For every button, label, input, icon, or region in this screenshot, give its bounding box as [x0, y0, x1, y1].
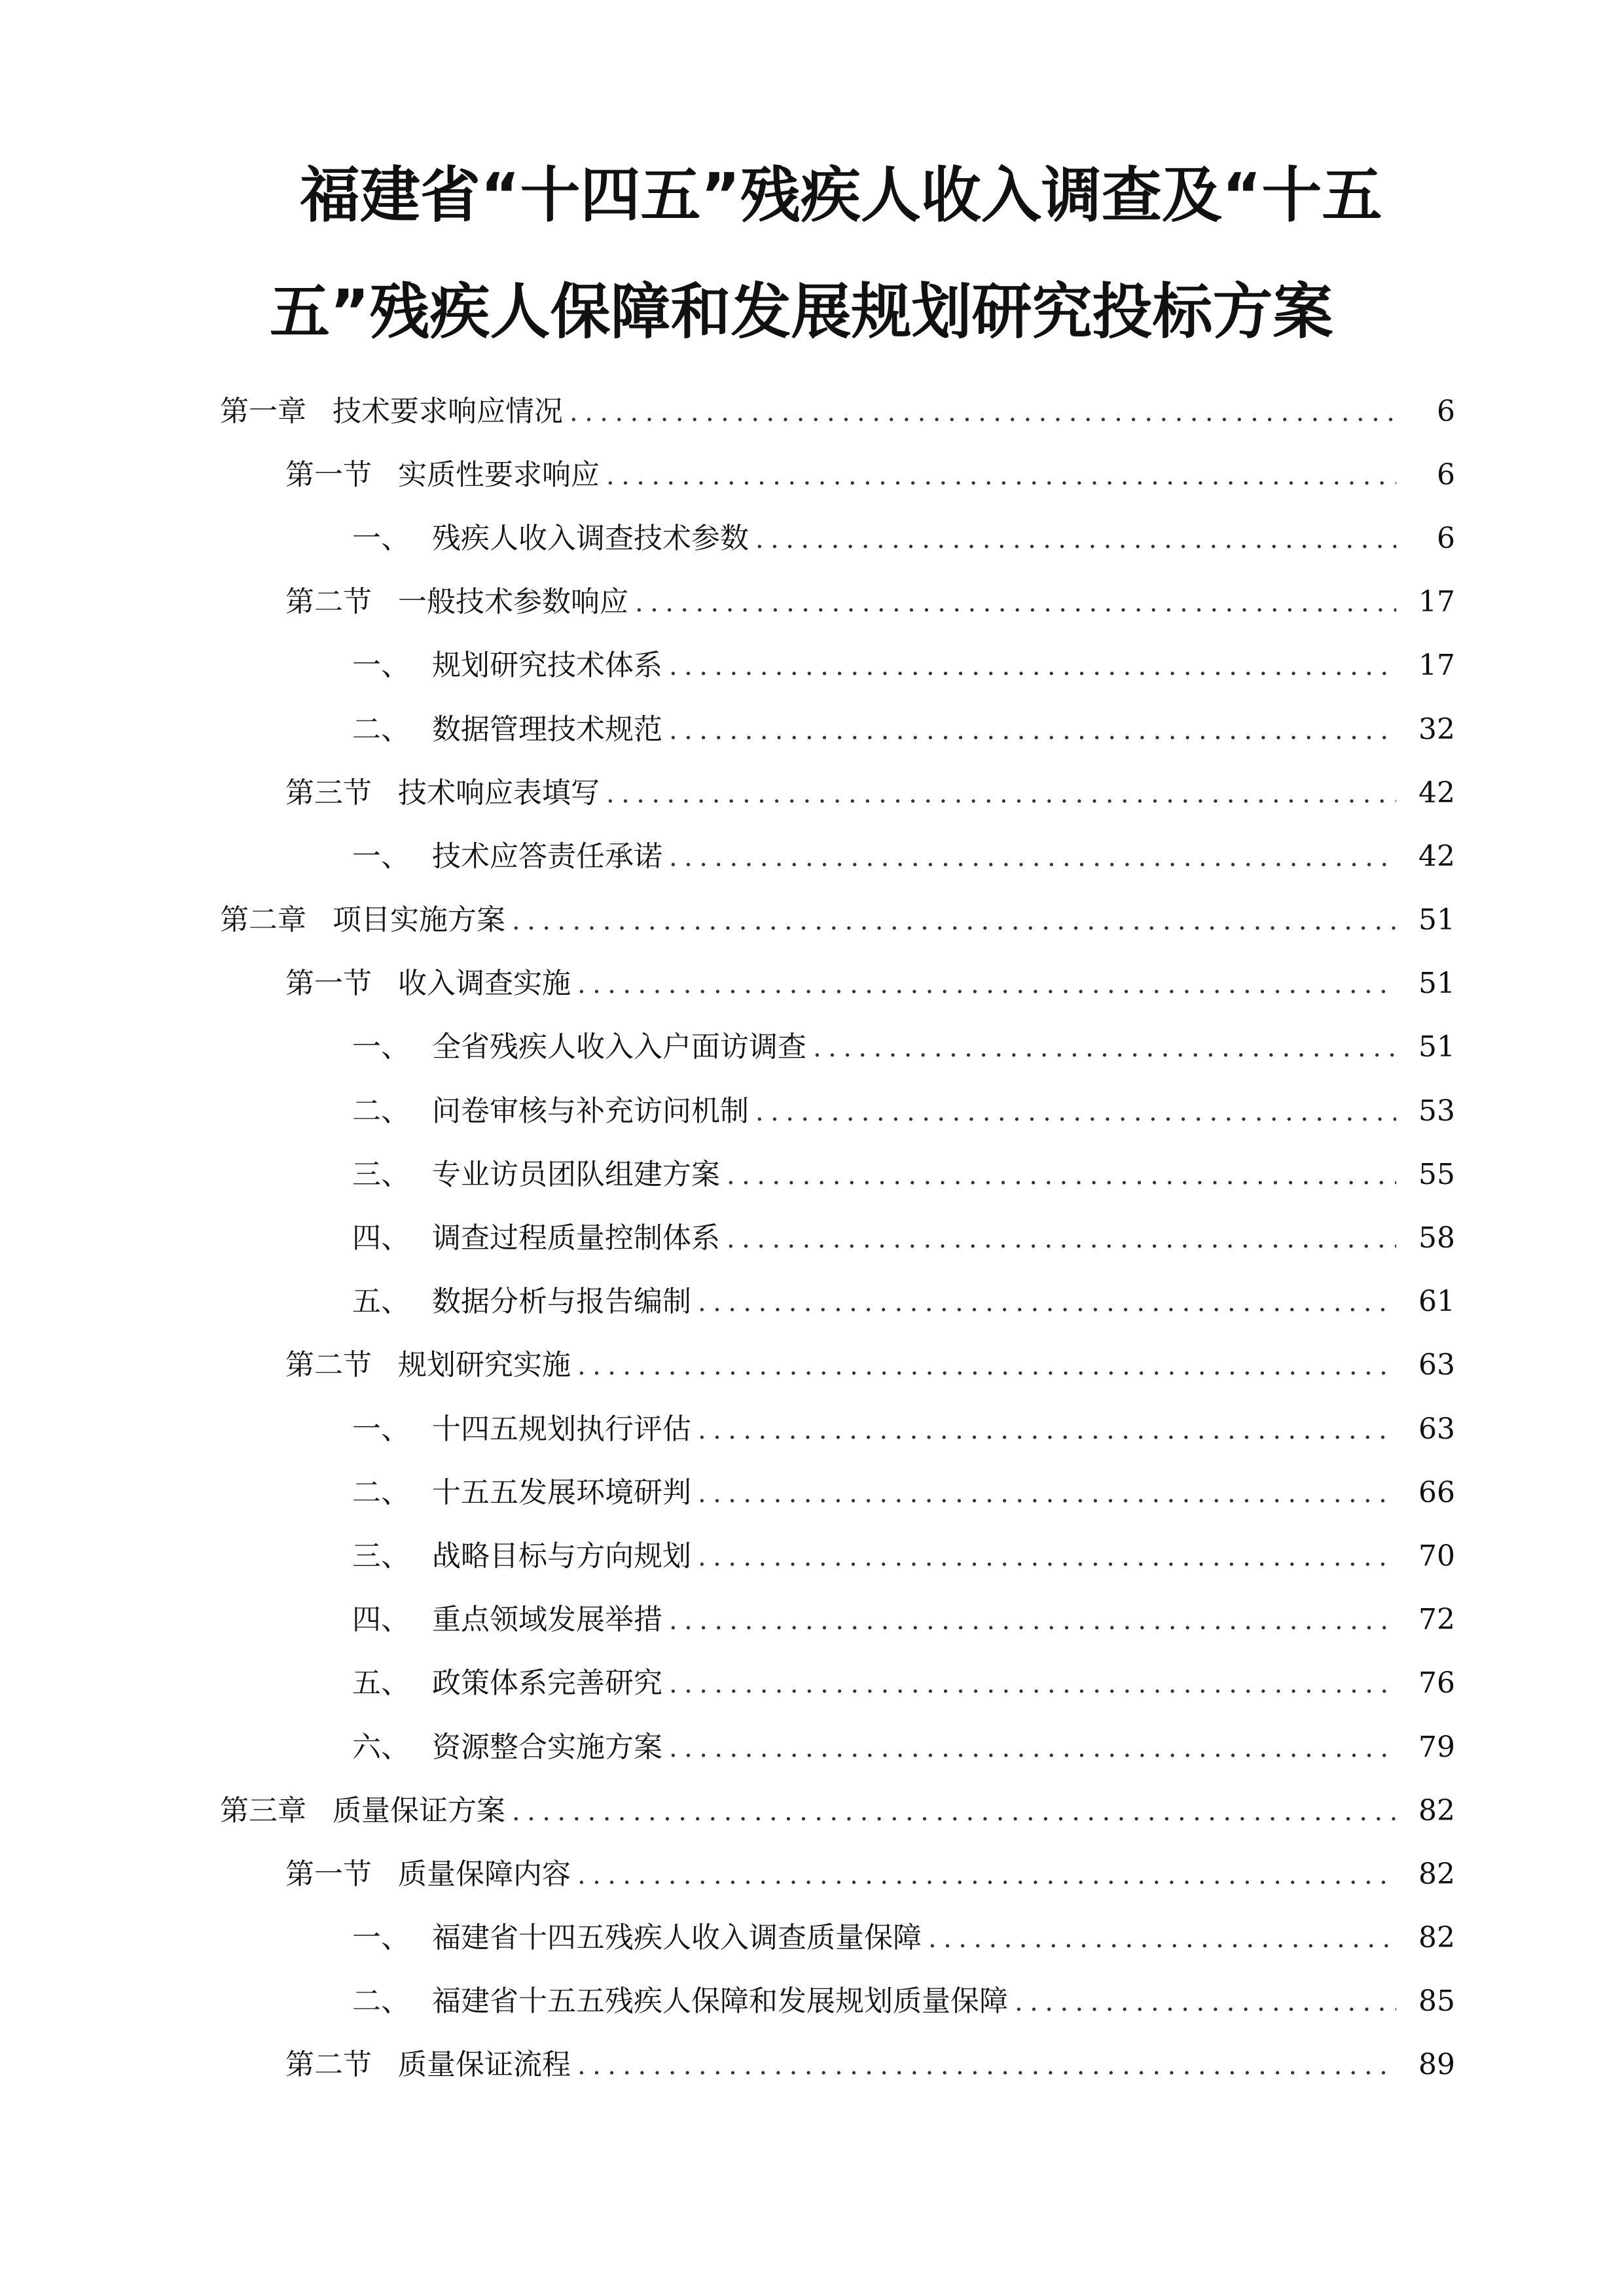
toc-entry-page-number: 6 — [1437, 521, 1455, 555]
toc-entry[interactable] — [0, 380, 1624, 443]
toc-entry-page-number: 61 — [1418, 1285, 1455, 1319]
toc-entry-number: 三、 — [352, 1157, 410, 1191]
toc-entry-label: 项目实施方案 — [333, 903, 505, 937]
toc-entry-number: 第二节 — [285, 2048, 372, 2082]
toc-entry-label: 问卷审核与补充访问机制 — [432, 1094, 749, 1128]
toc-dot-leader — [727, 1219, 1396, 1258]
toc-entry-page-number: 70 — [1418, 1539, 1455, 1573]
document-title-line-2: 五”残疾人保障和发展规划研究投标方案 — [270, 277, 1333, 347]
toc-entry-label: 质量保证方案 — [333, 1793, 505, 1827]
toc-entry-page-number: 51 — [1418, 1030, 1455, 1064]
toc-entry-number: 第一节 — [285, 457, 372, 492]
toc-entry-label: 政策体系完善研究 — [432, 1666, 662, 1700]
toc-entry-page-number: 82 — [1418, 1921, 1455, 1955]
toc-entry-label: 资源整合实施方案 — [432, 1730, 662, 1764]
toc-entry-label: 数据分析与报告编制 — [432, 1285, 691, 1319]
toc-entry[interactable] — [0, 1715, 1624, 1779]
toc-entry-label: 调查过程质量控制体系 — [432, 1221, 720, 1255]
toc-entry-page-number: 6 — [1437, 394, 1455, 428]
toc-entry[interactable] — [0, 634, 1624, 698]
toc-entry-page-number: 51 — [1418, 903, 1455, 937]
toc-entry[interactable] — [0, 1907, 1624, 1970]
toc-entry-number: 一、 — [352, 1030, 410, 1064]
toc-entry-label: 十五五发展环境研判 — [432, 1475, 691, 1509]
toc-entry-page-number: 42 — [1418, 839, 1455, 873]
toc-entry[interactable] — [0, 2034, 1624, 2097]
toc-entry-label: 残疾人收入调查技术参数 — [432, 521, 749, 555]
toc-entry-page-number: 76 — [1418, 1666, 1455, 1700]
toc-entry[interactable] — [0, 825, 1624, 888]
toc-entry-page-number: 89 — [1418, 2048, 1455, 2082]
toc-entry-number: 五、 — [352, 1666, 410, 1700]
toc-entry-label: 质量保障内容 — [398, 1857, 571, 1891]
toc-dot-leader — [698, 1410, 1396, 1449]
toc-entry-label: 技术响应表填写 — [398, 776, 600, 810]
toc-entry-label: 规划研究实施 — [398, 1348, 571, 1382]
toc-entry-page-number: 66 — [1418, 1475, 1455, 1509]
toc-entry[interactable] — [0, 1779, 1624, 1842]
toc-dot-leader — [577, 1346, 1396, 1385]
toc-entry[interactable] — [0, 571, 1624, 634]
toc-entry-label: 技术应答责任承诺 — [432, 839, 662, 873]
toc-dot-leader — [755, 519, 1396, 558]
toc-dot-leader — [577, 2045, 1396, 2085]
toc-entry[interactable] — [0, 1842, 1624, 1906]
toc-entry[interactable] — [0, 761, 1624, 825]
toc-entry-number: 二、 — [352, 712, 410, 746]
toc-entry-page-number: 72 — [1418, 1603, 1455, 1637]
toc-entry-page-number: 6 — [1437, 457, 1455, 492]
toc-entry[interactable] — [0, 1334, 1624, 1397]
toc-entry-page-number: 42 — [1418, 776, 1455, 810]
toc-entry-page-number: 17 — [1418, 585, 1455, 619]
toc-dot-leader — [755, 1092, 1396, 1131]
toc-entry-number: 四、 — [352, 1221, 410, 1255]
toc-dot-leader — [577, 964, 1396, 1003]
toc-entry-label: 收入调查实施 — [398, 967, 571, 1001]
toc-entry-number: 二、 — [352, 1984, 410, 2018]
toc-entry[interactable] — [0, 1524, 1624, 1588]
toc-entry-label: 技术要求响应情况 — [333, 394, 563, 428]
toc-entry-label: 福建省十五五残疾人保障和发展规划质量保障 — [432, 1984, 1008, 2018]
toc-dot-leader — [635, 583, 1396, 622]
toc-entry-number: 一、 — [352, 1921, 410, 1955]
toc-dot-leader — [669, 646, 1396, 685]
toc-entry[interactable] — [0, 1397, 1624, 1461]
toc-entry[interactable] — [0, 1206, 1624, 1270]
toc-entry[interactable] — [0, 1079, 1624, 1143]
toc-entry[interactable] — [0, 1143, 1624, 1206]
toc-entry-label: 十四五规划执行评估 — [432, 1412, 691, 1446]
toc-entry-page-number: 63 — [1418, 1348, 1455, 1382]
table-of-contents — [0, 380, 1624, 2097]
toc-entry-label: 质量保证流程 — [398, 2048, 571, 2082]
toc-entry-label: 战略目标与方向规划 — [432, 1539, 691, 1573]
toc-entry-number: 一、 — [352, 649, 410, 683]
toc-dot-leader — [669, 837, 1396, 876]
toc-dot-leader — [813, 1028, 1396, 1067]
toc-entry-number: 三、 — [352, 1539, 410, 1573]
document-title-line-1: 福建省“十四五”残疾人收入调查及“十五 — [300, 160, 1382, 230]
toc-entry-number: 第一节 — [285, 1857, 372, 1891]
toc-dot-leader — [669, 1664, 1396, 1703]
toc-dot-leader — [698, 1282, 1396, 1321]
toc-entry[interactable] — [0, 1016, 1624, 1079]
toc-entry[interactable] — [0, 698, 1624, 761]
toc-entry-number: 第一章 — [220, 394, 306, 428]
toc-entry-number: 一、 — [352, 839, 410, 873]
toc-entry-page-number: 58 — [1418, 1221, 1455, 1255]
toc-dot-leader — [727, 1155, 1396, 1194]
toc-entry-label: 福建省十四五残疾人收入调查质量保障 — [432, 1921, 922, 1955]
toc-dot-leader — [698, 1473, 1396, 1513]
toc-entry[interactable] — [0, 1270, 1624, 1334]
toc-entry[interactable] — [0, 1461, 1624, 1524]
toc-entry[interactable] — [0, 1588, 1624, 1652]
toc-entry-number: 第二节 — [285, 1348, 372, 1382]
toc-entry-page-number: 82 — [1418, 1793, 1455, 1827]
toc-entry-page-number: 32 — [1418, 712, 1455, 746]
toc-entry[interactable] — [0, 889, 1624, 952]
toc-dot-leader — [1015, 1982, 1396, 2021]
toc-entry-label: 规划研究技术体系 — [432, 649, 662, 683]
toc-entry-number: 五、 — [352, 1285, 410, 1319]
toc-dot-leader — [669, 1600, 1396, 1640]
toc-dot-leader — [669, 1728, 1396, 1767]
toc-dot-leader — [512, 901, 1396, 940]
toc-entry-page-number: 53 — [1418, 1094, 1455, 1128]
toc-entry-page-number: 85 — [1418, 1984, 1455, 2018]
toc-dot-leader — [577, 1855, 1396, 1894]
toc-dot-leader — [928, 1918, 1396, 1958]
toc-entry-page-number: 17 — [1418, 649, 1455, 683]
toc-entry-page-number: 82 — [1418, 1857, 1455, 1891]
toc-entry-number: 二、 — [352, 1094, 410, 1128]
toc-entry-page-number: 63 — [1418, 1412, 1455, 1446]
toc-entry-label: 全省残疾人收入入户面访调查 — [432, 1030, 806, 1064]
toc-dot-leader — [698, 1537, 1396, 1576]
toc-entry-number: 第二章 — [220, 903, 306, 937]
toc-dot-leader — [669, 710, 1396, 749]
toc-entry[interactable] — [0, 1652, 1624, 1715]
toc-entry-label: 实质性要求响应 — [398, 457, 600, 492]
toc-entry-page-number: 79 — [1418, 1730, 1455, 1764]
toc-entry-number: 二、 — [352, 1475, 410, 1509]
toc-entry-number: 第三节 — [285, 776, 372, 810]
toc-entry[interactable] — [0, 443, 1624, 507]
toc-dot-leader — [569, 392, 1396, 431]
toc-entry-page-number: 55 — [1418, 1157, 1455, 1191]
toc-entry-label: 专业访员团队组建方案 — [432, 1157, 720, 1191]
toc-entry-number: 六、 — [352, 1730, 410, 1764]
toc-entry-label: 数据管理技术规范 — [432, 712, 662, 746]
toc-dot-leader — [606, 456, 1396, 495]
toc-entry-number: 一、 — [352, 1412, 410, 1446]
toc-entry[interactable] — [0, 507, 1624, 570]
toc-entry[interactable] — [0, 952, 1624, 1016]
toc-entry-number: 一、 — [352, 521, 410, 555]
toc-dot-leader — [606, 774, 1396, 813]
toc-entry-number: 四、 — [352, 1603, 410, 1637]
toc-entry-number: 第二节 — [285, 585, 372, 619]
toc-entry-page-number: 51 — [1418, 967, 1455, 1001]
toc-entry-label: 一般技术参数响应 — [398, 585, 628, 619]
toc-entry-label: 重点领域发展举措 — [432, 1603, 662, 1637]
toc-entry-number: 第一节 — [285, 967, 372, 1001]
toc-entry[interactable] — [0, 1970, 1624, 2034]
toc-entry-number: 第三章 — [220, 1793, 306, 1827]
toc-dot-leader — [512, 1791, 1396, 1831]
